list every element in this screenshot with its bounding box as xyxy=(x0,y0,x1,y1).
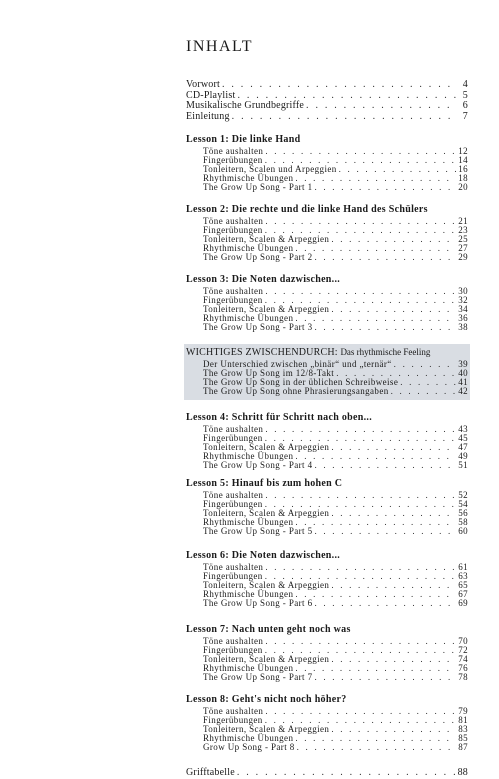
entry-label: Rhythmische Übungen xyxy=(203,517,294,527)
entry-page: 42 xyxy=(458,386,468,396)
entry-label: Rhythmische Übungen xyxy=(203,733,294,743)
entry-page: 7 xyxy=(462,110,468,122)
interlude-heading[interactable] xyxy=(186,347,468,359)
leader-dots xyxy=(232,112,456,122)
entry-label: Rhythmische Übungen xyxy=(203,589,294,599)
entry-page: 83 xyxy=(458,724,468,734)
entry-label: The Grow Up Song - Part 5 xyxy=(203,526,313,536)
lesson-group xyxy=(186,204,468,262)
leader-dots xyxy=(315,673,457,682)
entry-label: Einleitung xyxy=(186,110,230,122)
entry-page: 52 xyxy=(458,490,468,500)
lesson-heading[interactable]: Lesson 5: Hinauf bis zum hohen C xyxy=(186,478,343,489)
entry-page: 47 xyxy=(458,442,468,452)
leader-dots xyxy=(265,287,456,296)
entry-page: 14 xyxy=(458,155,468,165)
entry-page: 78 xyxy=(458,672,468,682)
entry-label: Tonleitern, Scalen & Arpeggien xyxy=(203,724,330,734)
leader-dots xyxy=(295,452,456,461)
leader-dots xyxy=(265,217,456,226)
entry-page: 40 xyxy=(458,368,468,378)
entry-page: 60 xyxy=(458,526,468,536)
entry-label: Fingerübungen xyxy=(203,155,263,165)
entry-page: 16 xyxy=(458,164,468,174)
leader-dots xyxy=(331,581,456,590)
entry-page: 23 xyxy=(458,225,468,235)
entry-page: 70 xyxy=(458,636,468,646)
entry-label: Der Unterschied zwischen „binär“ und „ternär“ xyxy=(203,359,392,369)
entry-page: 39 xyxy=(458,359,468,369)
lesson-heading[interactable]: Lesson 2: Die rechte und die linke Hand des Schülers xyxy=(186,204,428,215)
lesson-heading[interactable]: Lesson 4: Schritt für Schritt nach oben... xyxy=(186,412,373,423)
lesson-heading[interactable]: Lesson 3: Die Noten dazwischen... xyxy=(186,274,341,285)
entry-page: 18 xyxy=(458,173,468,183)
entry-page: 6 xyxy=(462,100,468,111)
toc-entry[interactable] xyxy=(186,743,468,752)
leader-dots xyxy=(315,599,457,608)
leader-dots xyxy=(339,165,456,174)
toc-entry[interactable] xyxy=(186,183,468,192)
entry-page: 20 xyxy=(458,182,468,192)
entry-page: 69 xyxy=(458,598,468,608)
leader-dots xyxy=(391,387,456,396)
lesson-group xyxy=(186,134,468,192)
interlude-title: WICHTIGES ZWISCHENDURCH: xyxy=(186,347,338,358)
entry-page: 32 xyxy=(458,295,468,305)
entry-page: 85 xyxy=(458,733,468,743)
toc-entry[interactable] xyxy=(186,112,468,123)
entry-label: The Grow Up Song ohne Phrasierungsangaben xyxy=(203,386,389,396)
lesson-heading[interactable]: Lesson 6: Die Noten dazwischen... xyxy=(186,550,341,561)
entry-label: The Grow Up Song - Part 4 xyxy=(203,460,313,470)
entry-page: 36 xyxy=(458,313,468,323)
interlude-box xyxy=(184,344,470,400)
entry-label: Töne aushalten xyxy=(203,636,264,646)
leader-dots xyxy=(400,378,456,387)
lesson-heading[interactable]: Lesson 8: Geht's nicht noch höher? xyxy=(186,694,347,705)
entry-page: 41 xyxy=(458,377,468,387)
entry-label: The Grow Up Song - Part 6 xyxy=(203,598,313,608)
entry-label: Töne aushalten xyxy=(203,424,264,434)
entry-label: Fingerübungen xyxy=(203,225,263,235)
leader-dots xyxy=(295,314,456,323)
toc-entry[interactable] xyxy=(186,253,468,262)
interlude-subtitle: Das rhythmische Feeling xyxy=(340,347,431,357)
entry-label: Tonleitern, Scalen & Arpeggien xyxy=(203,234,330,244)
leader-dots xyxy=(297,743,456,752)
leader-dots xyxy=(306,101,456,111)
entry-page: 81 xyxy=(458,715,468,725)
entry-label: Tonleitern, Scalen & Arpeggien xyxy=(203,442,330,452)
leader-dots xyxy=(331,235,456,244)
lesson-group xyxy=(186,412,468,470)
entry-page: 34 xyxy=(458,304,468,314)
entry-label: Tonleitern, Scalen & Arpeggien xyxy=(203,580,330,590)
leader-dots xyxy=(331,655,456,664)
leader-dots xyxy=(315,527,457,536)
entry-label: Tonleitern, Scalen & Arpeggien xyxy=(203,304,330,314)
toc-entry[interactable] xyxy=(186,461,468,470)
entry-label: Tonleitern, Scalen & Arpeggien xyxy=(203,654,330,664)
toc-entry[interactable] xyxy=(186,80,468,91)
entry-page: 5 xyxy=(462,89,468,101)
toc-entry[interactable] xyxy=(186,673,468,682)
table-of-contents xyxy=(186,80,468,779)
entry-label: Töne aushalten xyxy=(203,490,264,500)
entry-label: Rhythmische Übungen xyxy=(203,313,294,323)
entry-label: Tonleitern, Scalen & Arpeggien xyxy=(203,508,330,518)
entry-label: Fingerübungen xyxy=(203,645,263,655)
leader-dots xyxy=(295,244,456,253)
lesson-group xyxy=(186,624,468,682)
entry-page: 38 xyxy=(458,322,468,332)
entry-page: 25 xyxy=(458,234,468,244)
entry-label: Töne aushalten xyxy=(203,562,264,572)
entry-label: Fingerübungen xyxy=(203,571,263,581)
entry-page: 87 xyxy=(458,742,468,752)
lesson-heading[interactable]: Lesson 7: Nach unten geht noch was xyxy=(186,624,351,635)
leader-dots xyxy=(331,509,456,518)
entry-page: 49 xyxy=(458,451,468,461)
toc-intro-group xyxy=(186,80,468,122)
leader-dots xyxy=(315,253,457,262)
entry-label: Fingerübungen xyxy=(203,499,263,509)
entry-page: 58 xyxy=(458,517,468,527)
leader-dots xyxy=(331,305,456,314)
leader-dots xyxy=(331,443,456,452)
entry-page: 54 xyxy=(458,499,468,509)
leader-dots xyxy=(237,768,456,778)
leader-dots xyxy=(237,91,456,101)
entry-label: The Grow Up Song - Part 1 xyxy=(203,182,313,192)
entry-label: The Grow Up Song in der üblichen Schreibweise xyxy=(203,377,399,387)
entry-label: Töne aushalten xyxy=(203,146,264,156)
entry-label: Tonleitern, Scalen und Arpeggien xyxy=(203,164,337,174)
leader-dots xyxy=(265,707,456,716)
entry-page: 4 xyxy=(462,79,468,90)
lesson-heading[interactable]: Lesson 1: Die linke Hand xyxy=(186,134,301,145)
leader-dots xyxy=(265,563,456,572)
entry-page: 63 xyxy=(458,571,468,581)
leader-dots xyxy=(315,323,457,332)
leader-dots xyxy=(295,590,456,599)
entry-label: The Grow Up Song im 12/8-Takt xyxy=(203,368,335,378)
entry-page: 29 xyxy=(458,252,468,262)
leader-dots xyxy=(295,734,456,743)
entry-page: 12 xyxy=(458,146,468,156)
lesson-group xyxy=(186,478,468,536)
entry-label: Rhythmische Übungen xyxy=(203,663,294,673)
entry-page: 74 xyxy=(458,654,468,664)
entry-page: 76 xyxy=(458,663,468,673)
entry-label: Fingerübungen xyxy=(203,433,263,443)
toc-entry[interactable] xyxy=(186,323,468,332)
entry-label: Rhythmische Übungen xyxy=(203,173,294,183)
entry-label: Grifftabelle xyxy=(186,767,235,778)
entry-page: 72 xyxy=(458,645,468,655)
entry-page: 56 xyxy=(458,508,468,518)
leader-dots xyxy=(265,425,456,434)
leader-dots xyxy=(265,637,456,646)
toc-entry[interactable] xyxy=(186,599,468,608)
entry-page: 27 xyxy=(458,243,468,253)
entry-label: Töne aushalten xyxy=(203,216,264,226)
entry-label: Fingerübungen xyxy=(203,715,263,725)
entry-page: 43 xyxy=(458,424,468,434)
leader-dots xyxy=(394,360,456,369)
toc-appendix-group xyxy=(186,768,468,779)
lesson-group xyxy=(186,274,468,332)
entry-label: Rhythmische Übungen xyxy=(203,451,294,461)
entry-label: The Grow Up Song - Part 7 xyxy=(203,672,313,682)
entry-label: Fingerübungen xyxy=(203,295,263,305)
entry-label: CD-Playlist xyxy=(186,89,236,101)
entry-label: Töne aushalten xyxy=(203,706,264,716)
entry-page: 65 xyxy=(458,580,468,590)
lesson-group xyxy=(186,694,468,752)
entry-page: 67 xyxy=(458,589,468,599)
toc-entry[interactable] xyxy=(186,527,468,536)
toc-entry[interactable] xyxy=(186,387,468,396)
lesson-group xyxy=(186,550,468,608)
leader-dots xyxy=(265,491,456,500)
leader-dots xyxy=(295,518,456,527)
entry-page: 21 xyxy=(458,216,468,226)
leader-dots xyxy=(265,147,456,156)
entry-page: 79 xyxy=(458,706,468,716)
entry-page: 61 xyxy=(458,562,468,572)
entry-page: 51 xyxy=(458,460,468,470)
entry-label: The Grow Up Song - Part 2 xyxy=(203,252,313,262)
leader-dots xyxy=(222,80,456,90)
leader-dots xyxy=(295,174,456,183)
entry-label: Musikalische Grundbegriffe xyxy=(186,100,305,111)
toc-entry[interactable] xyxy=(186,768,468,779)
entry-page: 45 xyxy=(458,433,468,443)
leader-dots xyxy=(331,725,456,734)
leader-dots xyxy=(315,461,457,470)
entry-page: 88 xyxy=(457,767,468,778)
entry-label: Töne aushalten xyxy=(203,286,264,296)
leader-dots xyxy=(295,664,456,673)
leader-dots xyxy=(315,183,457,192)
page-title: INHALT xyxy=(186,38,254,55)
entry-page: 30 xyxy=(458,286,468,296)
entry-label: Grow Up Song - Part 8 xyxy=(203,742,295,752)
entry-label: Rhythmische Übungen xyxy=(203,243,294,253)
toc-entry[interactable] xyxy=(186,101,468,112)
entry-label: The Grow Up Song - Part 3 xyxy=(203,322,313,332)
entry-label: Vorwort xyxy=(186,79,220,90)
